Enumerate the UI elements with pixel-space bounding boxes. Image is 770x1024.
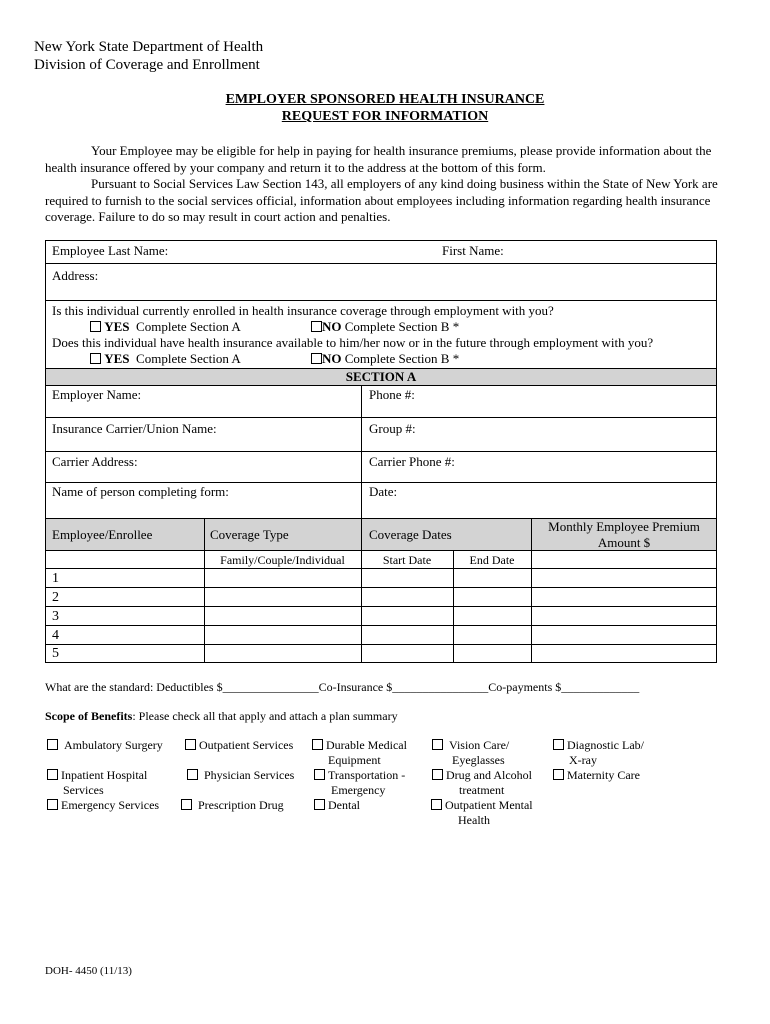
intro-text (45, 143, 720, 226)
q2-no-option[interactable] (311, 351, 459, 367)
q1-yes-checkbox[interactable] (90, 321, 101, 332)
q2-yes-checkbox[interactable] (90, 353, 101, 364)
inpatient-label-2: Services (63, 783, 104, 797)
vision-label-2: Eyeglasses (452, 753, 505, 767)
durable-label-2: Equipment (328, 753, 381, 767)
benefit-emergency[interactable] (47, 798, 159, 813)
diagnostic-label-2: X-ray (569, 753, 597, 767)
outpatient-services-label: Outpatient Services (199, 738, 294, 752)
carrier-name-label: Insurance Carrier/Union Name: (52, 421, 217, 436)
benefit-outpatient-services[interactable] (185, 738, 293, 753)
person-completing-label: Name of person completing form: (52, 484, 229, 499)
question-available: Does this individual have health insurance available to him/her now or in the future through employment with you? (52, 335, 654, 350)
q1-no-label: NO (322, 319, 342, 334)
table-row-3: 3 (52, 609, 59, 624)
copayments-field[interactable]: Co-payments $_____________ (488, 680, 640, 694)
table-row-2: 2 (52, 590, 59, 605)
q2-yes-label: YES (104, 351, 130, 366)
vision-label-1: Vision Care/ (449, 738, 510, 752)
section-a-heading: SECTION A (345, 369, 417, 384)
benefit-ambulatory[interactable] (47, 738, 163, 753)
title-line-2: REQUEST FOR INFORMATION (281, 109, 489, 124)
mental-label-1: Outpatient Mental (445, 798, 533, 812)
mental-label-2: Health (458, 813, 490, 827)
emergency-label: Emergency Services (61, 798, 160, 812)
drug-alcohol-checkbox[interactable] (432, 769, 443, 780)
table-row-5: 5 (52, 646, 59, 661)
table-row-4: 4 (52, 628, 59, 643)
benefit-mental-health[interactable] (431, 798, 533, 813)
q1-yes-instruction: Complete Section A (136, 319, 241, 334)
agency-name: New York State Department of Health (34, 39, 264, 55)
q1-no-instruction: Complete Section B * (344, 319, 460, 334)
date-label: Date: (369, 484, 398, 499)
form-id: DOH- 4450 (11/13) (45, 965, 132, 977)
ambulatory-label: Ambulatory Surgery (64, 738, 163, 752)
durable-label-1: Durable Medical (326, 738, 407, 752)
intro-paragraph-2: Pursuant to Social Services Law Section 143, all employers of any kind doing business within the State of New York are required to furnish to the social services official, information about employees including information regarding health insurance coverage. Failure to do so may result in court action and penalties. (45, 176, 718, 224)
durable-checkbox[interactable] (312, 739, 323, 750)
title-line-1: EMPLOYER SPONSORED HEALTH INSURANCE (225, 92, 545, 107)
intro-paragraph-1: Your Employee may be eligible for help in paying for health insurance premiums, please provide information about the health insurance offered by your company and return it to the address at the bottom of this form. (45, 143, 712, 175)
q2-yes-instruction: Complete Section A (136, 351, 241, 366)
maternity-checkbox[interactable] (553, 769, 564, 780)
scope-heading (45, 708, 398, 724)
group-label: Group #: (369, 421, 416, 436)
benefit-prescription[interactable] (181, 798, 284, 813)
q1-no-checkbox[interactable] (311, 321, 322, 332)
employer-name-label: Employer Name: (52, 387, 142, 402)
table-row-1: 1 (52, 571, 59, 586)
form-title (0, 91, 770, 125)
physician-checkbox[interactable] (187, 769, 198, 780)
division-name: Division of Coverage and Enrollment (34, 57, 260, 73)
col-amount: Amount $ (597, 535, 651, 550)
emergency-checkbox[interactable] (47, 799, 58, 810)
col-monthly-premium: Monthly Employee Premium (548, 519, 700, 534)
q1-yes-label: YES (104, 319, 130, 334)
benefit-diagnostic[interactable] (553, 738, 644, 753)
benefit-durable[interactable] (312, 738, 407, 753)
dental-checkbox[interactable] (314, 799, 325, 810)
drug-label-2: treatment (459, 783, 505, 797)
first-name-label: First Name: (442, 243, 504, 258)
dental-label: Dental (328, 798, 360, 812)
agency-header (34, 38, 263, 74)
mental-health-checkbox[interactable] (431, 799, 442, 810)
phone-label: Phone #: (369, 387, 415, 402)
benefit-maternity[interactable] (553, 768, 640, 783)
vision-checkbox[interactable] (432, 739, 443, 750)
benefit-drug-alcohol[interactable] (432, 768, 532, 783)
benefit-inpatient[interactable] (47, 768, 147, 783)
employee-last-name-label: Employee Last Name: (52, 243, 169, 258)
col-employee-enrollee: Employee/Enrollee (52, 527, 153, 542)
benefit-transport[interactable] (314, 768, 405, 783)
maternity-label: Maternity Care (567, 768, 640, 782)
sub-start-date: Start Date (382, 553, 432, 567)
transport-label-2: Emergency (331, 783, 386, 797)
prescription-label: Prescription Drug (198, 798, 284, 812)
sub-end-date: End Date (469, 553, 515, 567)
q1-no-option[interactable] (311, 319, 459, 335)
q2-no-checkbox[interactable] (311, 353, 322, 364)
ambulatory-checkbox[interactable] (47, 739, 58, 750)
carrier-phone-label: Carrier Phone #: (369, 454, 455, 469)
benefit-physician[interactable] (187, 768, 294, 783)
transport-label-1: Transportation - (328, 768, 406, 782)
inpatient-checkbox[interactable] (47, 769, 58, 780)
benefit-dental[interactable] (314, 798, 360, 813)
col-coverage-dates: Coverage Dates (369, 527, 452, 542)
col-coverage-type: Coverage Type (210, 527, 289, 542)
q1-yes-option[interactable] (90, 319, 241, 335)
outpatient-services-checkbox[interactable] (185, 739, 196, 750)
deductibles-field[interactable]: What are the standard: Deductibles $________________ (45, 680, 319, 694)
physician-label: Physician Services (204, 768, 295, 782)
coinsurance-field[interactable]: Co-Insurance $________________ (318, 680, 489, 694)
diagnostic-checkbox[interactable] (553, 739, 564, 750)
drug-label-1: Drug and Alcohol (446, 768, 532, 782)
diagnostic-label-1: Diagnostic Lab/ (567, 738, 644, 752)
address-label: Address: (52, 268, 99, 283)
standards-line (45, 679, 639, 695)
carrier-address-label: Carrier Address: (52, 454, 138, 469)
q2-no-label: NO (322, 351, 342, 366)
transport-checkbox[interactable] (314, 769, 325, 780)
q2-yes-option[interactable] (90, 351, 241, 367)
sub-family-couple-individual: Family/Couple/Individual (220, 553, 345, 567)
question-enrolled: Is this individual currently enrolled in health insurance coverage through employment with you? (52, 303, 554, 318)
scope-instruction: : Please check all that apply and attach a plan summary (132, 709, 398, 723)
inpatient-label-1: Inpatient Hospital (61, 768, 148, 782)
q2-no-instruction: Complete Section B * (344, 351, 460, 366)
prescription-checkbox[interactable] (181, 799, 192, 810)
benefit-vision[interactable] (432, 738, 509, 753)
scope-label: Scope of Benefits (45, 709, 133, 723)
